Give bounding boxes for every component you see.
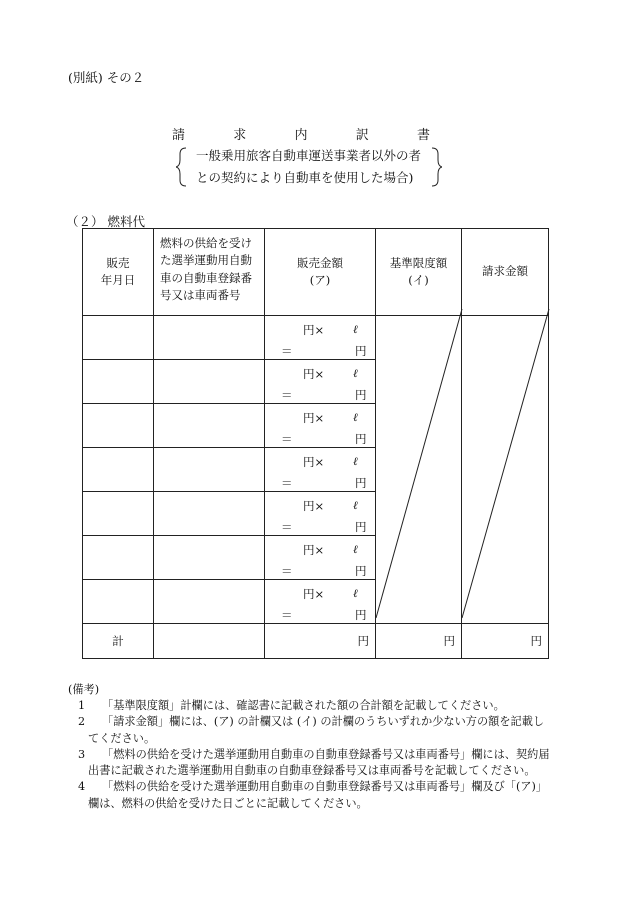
total-label: 計 [83,624,154,659]
row-date-cell[interactable] [83,580,154,624]
row-fuel-cell[interactable] [154,580,265,624]
row-fuel-cell[interactable] [154,492,265,536]
row-eq: ＝ [281,432,293,446]
row-yen: 円 [355,608,367,622]
table-row [83,316,549,360]
row-amount-cell[interactable] [265,404,376,448]
row-amount-cell[interactable] [265,536,376,580]
row-date-cell[interactable] [83,360,154,404]
total-fuel-cell[interactable] [154,624,265,659]
row-yen-x: 円× [303,499,325,513]
row-liter: ℓ [353,586,358,600]
row-eq: ＝ [281,608,293,622]
header-fuel-l1: 燃料の供給を受け [160,236,252,250]
row-yen: 円 [355,344,367,358]
note-4 [68,779,550,811]
table-header-row [83,229,549,316]
header-fuel [154,229,265,316]
row-date-cell[interactable] [83,404,154,448]
header-fuel-l2: た選挙運動用自動 [160,253,252,268]
notes [68,682,550,812]
header-fuel-l4: 号又は車両番号 [160,287,241,302]
row-amount-cell[interactable] [265,492,376,536]
row-fuel-cell[interactable] [154,404,265,448]
note-1 [68,698,550,714]
row-date-cell[interactable] [83,316,154,360]
row-date-cell[interactable] [83,448,154,492]
note-4-text: 「燃料の供給を受けた選挙運動用自動車の自動車登録番号又は車両番号」欄及び「(ア)」 [102,780,548,794]
row-eq: ＝ [281,520,293,534]
note-1-number: 1 [78,699,86,713]
subtitle-line2: との契約により自動車を使用した場合) [196,170,414,185]
header-limit [376,229,462,316]
row-yen: 円 [355,520,367,534]
row-fuel-cell[interactable] [154,360,265,404]
title-char: 内 [294,128,308,143]
note-2-number: 2 [78,715,86,729]
row-eq: ＝ [281,564,293,578]
total-claim[interactable]: 円 [462,624,549,659]
row-yen-x: 円× [303,543,325,557]
row-liter: ℓ [353,410,358,424]
row-liter: ℓ [353,498,358,512]
total-limit[interactable]: 円 [376,624,462,659]
notes-title: (備考) [68,683,100,696]
row-yen: 円 [355,564,367,578]
row-eq: ＝ [281,388,293,402]
header-amount-l1: 販売金額 [297,255,343,270]
fuel-table [82,228,549,659]
header-date [83,229,154,316]
row-amount-cell[interactable] [265,580,376,624]
row-amount-cell[interactable] [265,448,376,492]
row-liter: ℓ [353,366,358,380]
title-char: 訳 [355,128,369,143]
annex-label: (別紙) その２ [68,70,145,85]
header-amount-l2: (ア) [309,273,331,287]
row-yen: 円 [355,388,367,402]
note-2-text: 「請求金額」欄には、(ア) の計欄又は (イ) の計欄のうちいずれか少ない方の額を記載し [102,715,545,729]
row-yen-x: 円× [303,323,325,337]
row-eq: ＝ [281,476,293,490]
header-date-l2: 年月日 [100,273,136,287]
header-limit-l1: 基準限度額 [389,255,448,270]
table-total-row [83,624,549,659]
total-amount[interactable]: 円 [265,624,376,659]
subtitle-line1: 一般乗用旅客自動車運送事業者以外の者 [196,148,422,163]
title-char: 書 [416,128,430,143]
row-amount-cell[interactable] [265,360,376,404]
note-3-number: 3 [78,747,86,761]
row-yen-x: 円× [303,455,325,469]
note-2-cont: てください。 [88,731,156,745]
subtitle-bracket [176,146,442,186]
row-fuel-cell[interactable] [154,448,265,492]
row-liter: ℓ [353,542,358,556]
row-yen-x: 円× [303,367,325,381]
title-char: 求 [233,128,247,143]
row-fuel-cell[interactable] [154,316,265,360]
row-liter: ℓ [353,454,358,468]
row-liter: ℓ [353,322,358,336]
note-4-number: 4 [78,780,86,794]
limit-merged-cell [376,316,462,624]
row-amount-cell[interactable] [265,316,376,360]
note-1-text: 「基準限度額」計欄には、確認書に記載された額の合計額を記載してください。 [102,699,505,713]
row-date-cell[interactable] [83,536,154,580]
note-3-text: 「燃料の供給を受けた選挙運動用自動車の自動車登録番号又は車両番号」欄には、契約届 [102,747,550,761]
note-3-cont: 出書に記載された選挙運動用自動車の自動車登録番号又は車両番号を記載してください。 [88,764,536,778]
header-fuel-l3: 車の自動車登録番 [160,270,252,285]
row-fuel-cell[interactable] [154,536,265,580]
header-amount [265,229,376,316]
header-date-l1: 販売 [106,255,130,270]
note-2 [68,714,550,746]
header-claim: 請求金額 [462,229,549,316]
row-yen: 円 [355,476,367,490]
row-eq: ＝ [281,344,293,358]
row-yen-x: 円× [303,587,325,601]
title-char: 請 [172,128,186,143]
row-yen: 円 [355,432,367,446]
header-limit-l2: (イ) [408,273,429,287]
note-3 [68,747,550,779]
note-4-cont: 欄は、燃料の供給を受けた日ごとに記載してください。 [88,796,368,810]
row-yen-x: 円× [303,411,325,425]
section-heading: （２） 燃料代 [66,214,145,229]
row-date-cell[interactable] [83,492,154,536]
document-title [172,124,430,143]
claim-merged-cell [462,316,549,624]
